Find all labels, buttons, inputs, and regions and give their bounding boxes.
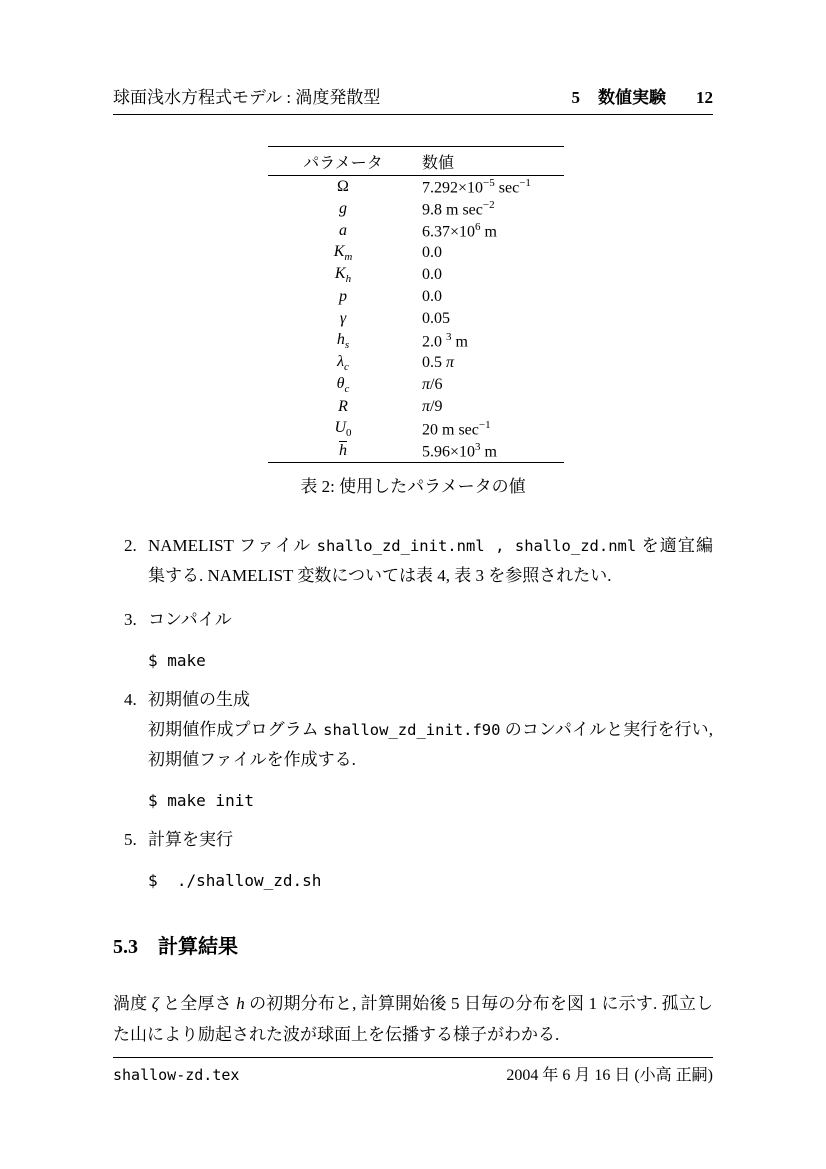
parameter-symbol: R (338, 398, 348, 415)
table-row (268, 440, 564, 463)
table-row (268, 352, 564, 374)
list-item-number: 3. (124, 610, 137, 629)
value-superscript: 6 (475, 220, 481, 233)
text-run: 渦度 (113, 994, 152, 1013)
math-symbol: ζ (151, 994, 159, 1013)
parameter-cell (268, 286, 418, 308)
table-row (268, 176, 564, 199)
text-run: 0.0 (422, 266, 442, 283)
value-superscript: 3 (475, 440, 481, 453)
value-cell (418, 198, 564, 220)
command-line: $ make init (148, 791, 254, 810)
running-section-title: 数値実験 (598, 88, 666, 107)
parameter-symbol: K (334, 264, 346, 282)
text-run: を適宜編集する. NAMELIST 変数については表 4, 表 3 を参照されたい. (148, 536, 714, 585)
section-heading-number: 5.3 (113, 936, 138, 958)
parameter-symbol: γ (339, 310, 347, 327)
table-row (268, 308, 564, 330)
parameter-cell (268, 264, 418, 286)
text-run: 6.37×10 (422, 223, 476, 241)
value-cell (418, 440, 564, 463)
parameter-subscript: s (344, 339, 350, 352)
table-row (268, 286, 564, 308)
value-superscript: −1 (519, 176, 531, 189)
math-symbol: π (422, 376, 431, 393)
text-run: 初期値作成プログラム (148, 720, 324, 739)
text-run: 0.5 (422, 354, 446, 371)
value-cell (418, 264, 564, 286)
value-superscript: 3 (446, 330, 452, 343)
text-run: 0.05 (422, 310, 450, 327)
text-run: sec (494, 179, 520, 197)
value-superscript: −5 (483, 176, 495, 189)
parameter-subscript: c (344, 361, 349, 374)
math-symbol: π (446, 354, 455, 371)
list-item (113, 605, 713, 671)
parameter-subscript: h (345, 273, 352, 286)
list-item-number: 4. (124, 690, 137, 709)
list-item-text (148, 605, 713, 635)
running-section (572, 83, 714, 108)
procedure-list (113, 531, 713, 905)
section-heading (113, 930, 238, 959)
table-caption: 表 2: 使用したパラメータの値 (300, 477, 526, 496)
parameter-symbol: g (339, 200, 347, 217)
parameter-symbol: h (336, 330, 345, 348)
parameter-symbol: a (339, 222, 347, 239)
value-cell (418, 286, 564, 308)
value-superscript: −2 (482, 198, 495, 211)
value-cell (418, 220, 564, 242)
command-line: $ make (148, 651, 206, 670)
list-item (113, 825, 713, 891)
parameter-table (268, 146, 564, 463)
parameter-symbol: p (339, 288, 347, 305)
value-cell (418, 418, 564, 440)
list-item-text (148, 531, 713, 591)
text-run: のコンパイルと実行を行い, 初期値ファイルを作成する. (148, 720, 713, 769)
text-run: NAMELIST ファイル (148, 536, 317, 555)
text-run: /6 (430, 376, 443, 393)
value-superscript: −1 (478, 418, 491, 431)
text-run: 7.292×10 (422, 179, 484, 197)
value-cell (418, 308, 564, 330)
value-cell (418, 396, 564, 418)
value-cell (418, 176, 564, 199)
value-cell (418, 374, 564, 396)
text-run: m (451, 333, 468, 351)
math-symbol: h (236, 994, 245, 1013)
text-run: の初期分布と, 計算開始後 5 日毎の分布を図 1 に示す. 孤立した山により励起された波が球面上を伝播する様子がわかる. (113, 994, 714, 1044)
table-row (268, 374, 564, 396)
table-row (268, 418, 564, 440)
value-cell (418, 330, 564, 352)
page-header (113, 83, 713, 115)
parameter-cell (268, 418, 418, 440)
list-item-text (148, 825, 713, 855)
math-symbol: π (422, 398, 431, 415)
section-heading-title: 計算結果 (158, 936, 238, 958)
text-run: m (480, 223, 497, 241)
running-section-number: 5 (571, 88, 580, 107)
footer-filename: shallow-zd.tex (113, 1066, 240, 1084)
parameter-cell (268, 440, 418, 463)
parameter-symbol: θ (336, 374, 345, 392)
text-run: 0.0 (422, 288, 442, 305)
footer-date-author: 2004 年 6 月 16 日 (小高 正嗣) (506, 1067, 713, 1084)
parameter-cell (268, 198, 418, 220)
text-run: と全厚さ (158, 994, 237, 1013)
running-title: 球面浅水方程式モデル : 渦度発散型 (113, 88, 381, 107)
list-item-text (148, 685, 713, 715)
body-paragraph (113, 988, 713, 1050)
column-header-value: 数値 (422, 154, 455, 172)
table-row (268, 330, 564, 352)
value-cell (418, 242, 564, 264)
parameter-cell (268, 242, 418, 264)
table-row (268, 242, 564, 264)
inline-code: shallow_zd_init.f90 (323, 721, 501, 739)
table-row (268, 264, 564, 286)
parameter-subscript: m (344, 251, 353, 264)
list-item-body (148, 715, 713, 775)
text-run: 初期値の生成 (148, 690, 250, 709)
value-cell (418, 352, 564, 374)
text-run: /9 (430, 398, 443, 415)
parameter-cell (268, 374, 418, 396)
parameter-cell (268, 220, 418, 242)
parameter-symbol: U (334, 418, 347, 436)
parameter-cell (268, 308, 418, 330)
command-line: $ ./shallow_zd.sh (148, 871, 322, 890)
list-item-number: 5. (124, 830, 137, 849)
parameter-cell (268, 352, 418, 374)
page-footer (113, 1057, 713, 1085)
table-row (268, 220, 564, 242)
text-run: m (480, 443, 497, 461)
column-header-parameter: パラメータ (303, 154, 383, 172)
text-run: 計算を実行 (148, 830, 233, 849)
parameter-cell (268, 330, 418, 352)
parameter-symbol: λ (337, 352, 345, 370)
table-row (268, 396, 564, 418)
table-header-row (268, 147, 564, 176)
list-item (113, 685, 713, 811)
text-run: 9.8 m sec (422, 201, 483, 219)
table-row (268, 198, 564, 220)
page-number: 12 (696, 88, 713, 107)
text-run: コンパイル (148, 610, 232, 629)
parameter-subscript: 0 (346, 427, 352, 440)
parameter-cell (268, 176, 418, 199)
text-run: 5.96×10 (422, 443, 476, 461)
parameter-symbol: Ω (337, 178, 349, 195)
parameter-symbol: K (333, 242, 345, 260)
text-run: 20 m sec (422, 421, 479, 439)
parameter-cell (268, 396, 418, 418)
parameter-subscript: c (344, 383, 350, 396)
text-run: 2.0 (422, 333, 446, 351)
list-item (113, 531, 713, 591)
list-item-number: 2. (124, 536, 137, 555)
parameter-symbol: $\overline{h}$ (339, 442, 347, 459)
text-run: 0.0 (422, 244, 442, 261)
inline-code: shallo_zd_init.nml , shallo_zd.nml (316, 537, 637, 555)
